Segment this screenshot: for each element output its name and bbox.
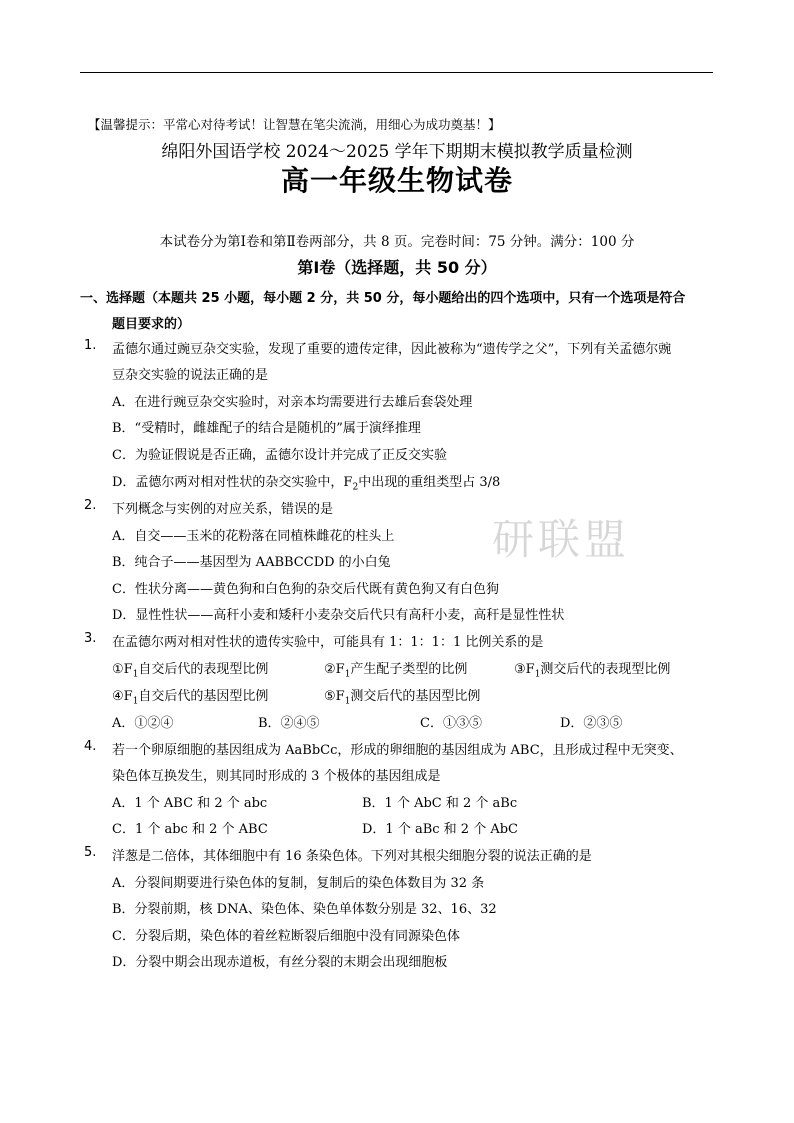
q4-number: 4.	[84, 739, 97, 754]
q3-number: 3.	[84, 631, 97, 646]
q2-stem: 下列概念与实例的对应关系，错误的是	[112, 502, 334, 517]
q5-option-d: D．分裂中期会出现赤道板，有丝分裂的末期会出现细胞板	[112, 955, 448, 970]
q3-option-d: D．②③⑤	[560, 716, 623, 731]
q1-stem-line1: 孟德尔通过豌豆杂交实验，发现了重要的遗传定律，因此被称为“遗传学之父”，下列有关孟德尔豌	[112, 342, 672, 357]
q5-option-c: C．分裂后期，染色体的着丝粒断裂后细胞中没有同源染色体	[112, 929, 460, 944]
q4-option-c: C．1 个 abc 和 2 个 ABC	[112, 822, 268, 837]
q3-item-3: $③F_1$测交后代的表现型比例	[514, 662, 671, 680]
section-heading-line2: 题目要求的）	[112, 317, 191, 332]
q1-stem-line2: 豆杂交实验的说法正确的是	[112, 368, 269, 383]
q5-option-a: A．分裂间期要进行染色体的复制，复制后的染色体数目为 32 条	[112, 876, 485, 891]
header-rule	[80, 72, 713, 73]
q1-option-c: C．为验证假说是否正确，孟德尔设计并完成了正反交实验	[112, 448, 447, 463]
q4-stem-line1: 若一个卵原细胞的基因组成为 AaBbCc，形成的卵细胞的基因组成为 ABC，且形成过程中无突变、	[112, 743, 683, 758]
q2-option-b: B．纯合子——基因型为 AABBCCDD 的小白兔	[112, 555, 391, 570]
school-line: 绵阳外国语学校 2024～2025 学年下期期末模拟教学质量检测	[161, 142, 633, 162]
exam-tip: 【温馨提示：平常心对待考试！让智慧在笔尖流淌，用细心为成功奠基！】	[88, 117, 501, 132]
q1-option-b: B．“受精时，雌雄配子的结合是随机的”属于演绎推理	[112, 421, 421, 436]
q1-option-d: D．孟德尔两对相对性状的杂交实验中，$F_2$中出现的重组类型占 3/8	[112, 475, 501, 493]
q4-option-d: D．1 个 aBc 和 2 个 AbC	[362, 822, 519, 837]
q5-number: 5.	[84, 845, 97, 860]
q5-stem: 洋葱是二倍体，其体细胞中有 16 条染色体。下列对其根尖细胞分裂的说法正确的是	[112, 849, 592, 864]
q4-option-b: B．1 个 AbC 和 2 个 aBc	[362, 796, 518, 811]
q3-item-5: $⑤F_1$测交后代的基因型比例	[324, 689, 481, 707]
exam-intro: 本试卷分为第Ⅰ卷和第Ⅱ卷两部分，共 8 页。完卷时间：75 分钟。满分：100 分	[159, 234, 635, 250]
q3-option-c: C．①③⑤	[420, 716, 482, 731]
q3-stem: 在孟德尔两对相对性状的遗传实验中，可能具有 1：1：1：1 比例关系的是	[112, 635, 544, 650]
q4-option-a: A．1 个 ABC 和 2 个 abc	[112, 796, 268, 811]
q2-number: 2.	[84, 498, 97, 513]
q3-item-1: $①F_1$自交后代的表现型比例	[112, 662, 269, 680]
q3-item-2: $②F_1$产生配子类型的比例	[324, 662, 468, 680]
q1-option-a: A．在进行豌豆杂交实验时，对亲本均需要进行去雄后套袋处理	[112, 395, 473, 410]
q5-option-b: B．分裂前期，核 DNA、染色体、染色单体数分别是 32、16、32	[112, 902, 497, 917]
volume-title: 第Ⅰ卷（选择题，共 50 分）	[297, 258, 497, 277]
q4-stem-line2: 染色体互换发生，则其同时形成的 3 个极体的基因组成是	[112, 769, 441, 784]
q2-option-a: A．自交——玉米的花粉落在同植株雌花的柱头上	[112, 529, 395, 544]
section-heading	[80, 286, 720, 338]
q2-option-c: C．性状分离——黄色狗和白色狗的杂交后代既有黄色狗又有白色狗	[112, 582, 499, 597]
q1-number: 1.	[84, 338, 97, 353]
q3-option-a: A．①②④	[112, 716, 174, 731]
q3-item-4: $④F_1$自交后代的基因型比例	[112, 689, 269, 707]
section-heading-line1: 一、选择题（本题共 25 小题，每小题 2 分，共 50 分，每小题给出的四个选项中，只有一个选项是符合	[80, 291, 686, 306]
q3-option-b: B．②④⑤	[258, 716, 320, 731]
watermark: 研联盟	[492, 515, 631, 564]
page-title: 高一年级生物试卷	[280, 164, 513, 197]
q2-option-d: D．显性性状——高秆小麦和矮秆小麦杂交后代只有高秆小麦，高秆是显性性状	[112, 608, 565, 623]
